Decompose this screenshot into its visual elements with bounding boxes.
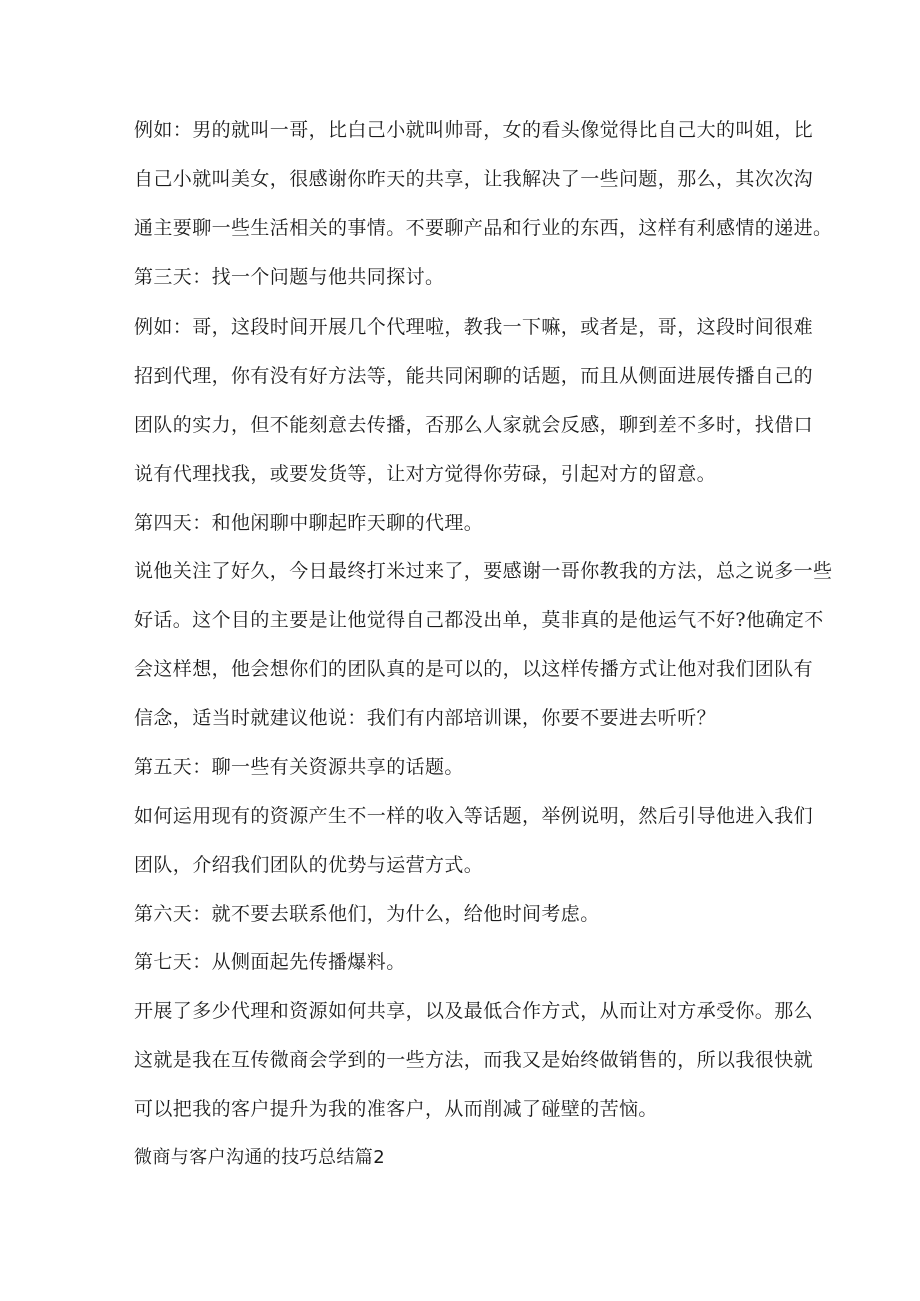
body-line: 说有代理找我，或要发货等，让对方觉得你劳碌，引起对方的留意。: [134, 463, 717, 485]
body-line: 开展了多少代理和资源如何共享，以及最低合作方式，从而让对方承受你。那么: [134, 1000, 814, 1022]
body-line: 通主要聊一些生活相关的事情。不要聊产品和行业的东西，这样有利感情的递进。: [134, 217, 833, 239]
day-heading: 第三天：找一个问题与他共同探讨。: [134, 266, 445, 288]
body-line: 好话。这个目的主要是让他觉得自己都没出单，莫非真的是他运气不好?他确定不: [134, 609, 824, 631]
body-line: 会这样想，他会想你们的团队真的是可以的，以这样传播方式让他对我们团队有: [134, 658, 814, 680]
body-line: 可以把我的客户提升为我的准客户，从而削减了碰壁的苦恼。: [134, 1098, 658, 1120]
body-line: 信念，适当时就建议他说：我们有内部培训课，你要不要进去听听？: [134, 707, 717, 729]
day-heading: 第四天：和他闲聊中聊起昨天聊的代理。: [134, 512, 484, 534]
day-heading: 第六天：就不要去联系他们，为什么，给他时间考虑。: [134, 903, 600, 925]
day-heading: 第五天：聊一些有关资源共享的话题。: [134, 756, 464, 778]
body-line: 这就是我在互传微商会学到的一些方法，而我又是始终做销售的，所以我很快就: [134, 1049, 814, 1071]
body-line: 如何运用现有的资源产生不一样的收入等话题，举例说明，然后引导他进入我们: [134, 805, 814, 827]
body-line: 团队的实力，但不能刻意去传播，否那么人家就会反感，聊到差不多时，找借口: [134, 414, 814, 436]
body-line: 自己小就叫美女，很感谢你昨天的共享，让我解决了一些问题，那么，其次次沟: [134, 168, 814, 190]
body-line: 团队，介绍我们团队的优势与运营方式。: [134, 854, 484, 876]
body-line: 招到代理，你有没有好方法等，能共同闲聊的话题，而且从侧面进展传播自己的: [134, 365, 814, 387]
body-line: 例如：男的就叫一哥，比白己小就叫帅哥，女的看头像觉得比自己大的叫姐，比: [134, 119, 814, 141]
day-heading: 第七天：从侧面起先传播爆料。: [134, 951, 406, 973]
body-line: 例如：哥，这段时间开展几个代理啦，教我一下嘛，或者是，哥，这段时间很难: [134, 316, 814, 338]
body-line: 说他关注了好久，今日最终打米过来了，要感谢一哥你教我的方法，总之说多一些: [134, 560, 833, 582]
section-heading: 微商与客户沟通的技巧总结篇2: [134, 1147, 386, 1168]
